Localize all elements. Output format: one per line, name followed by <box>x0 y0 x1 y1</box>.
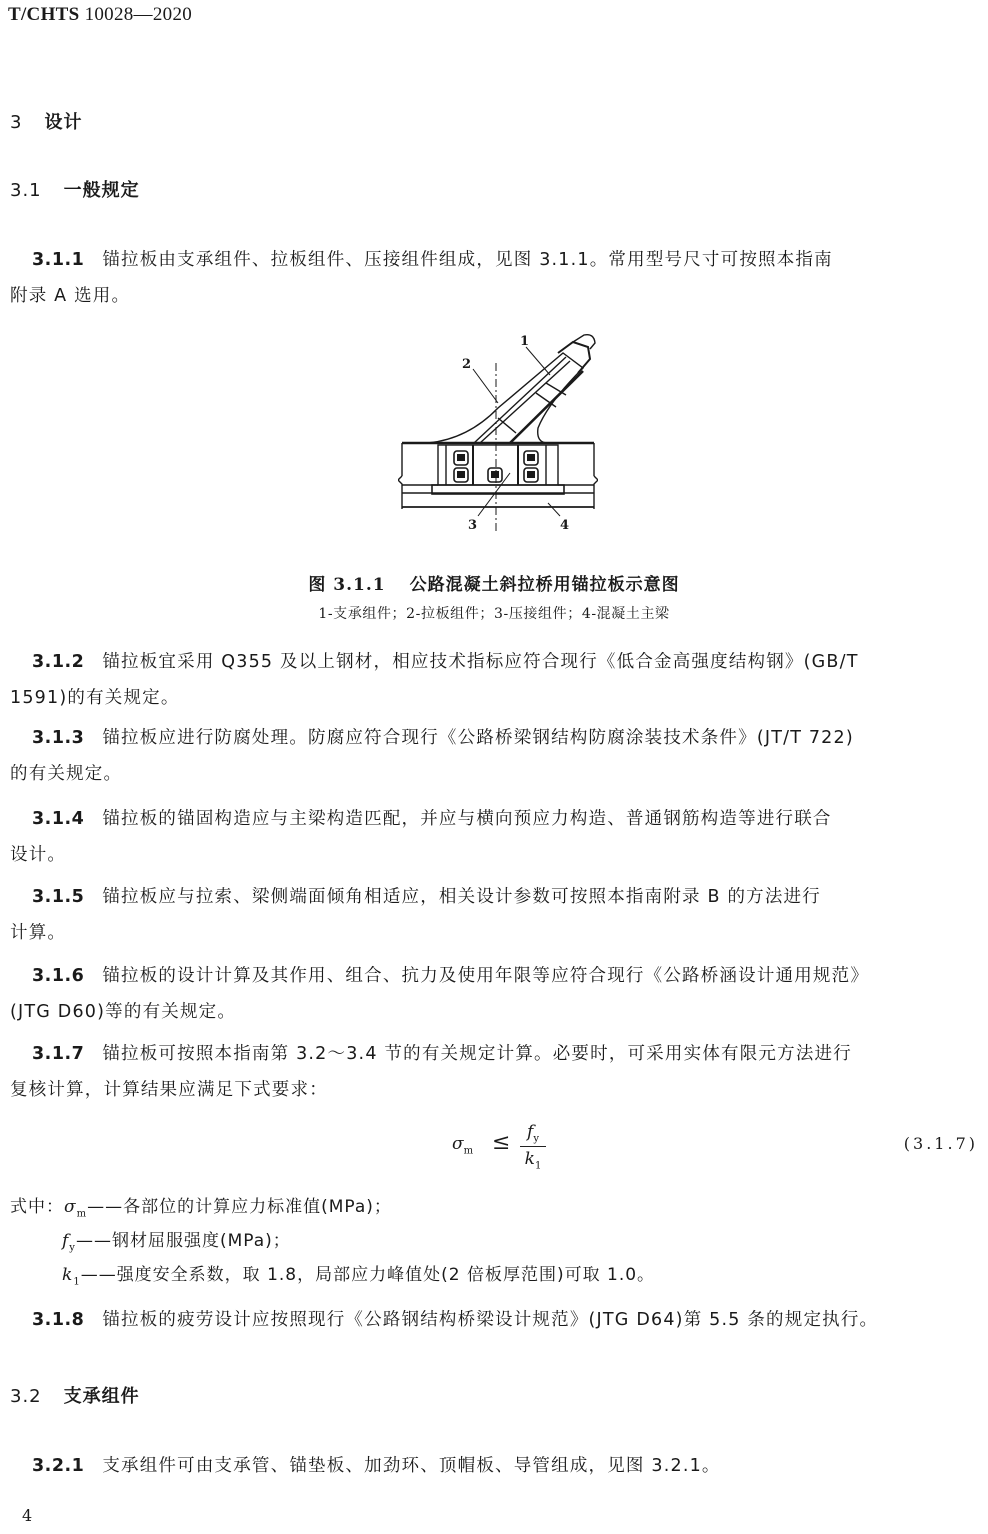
figure-caption <box>0 570 988 595</box>
section-heading-3-2 <box>10 1382 140 1408</box>
clause-text: 锚拉板由支承组件、拉板组件、压接组件组成，见图 3.1.1。常用型号尺寸可按照本指南 <box>102 250 833 270</box>
clause-number: 3.1.4 <box>32 809 85 829</box>
figure-title: 公路混凝土斜拉桥用锚拉板示意图 <box>409 575 680 595</box>
clause-number: 3.1.8 <box>32 1310 85 1330</box>
standard-prefix: T/CHTS <box>8 4 80 25</box>
clause-text-cont: 附录 A 选用。 <box>10 286 131 306</box>
clause-text-cont: (JTG D60)等的有关规定。 <box>10 1002 237 1022</box>
figure-legend: 1-支承组件；2-拉板组件；3-压接组件；4-混凝土主梁 <box>318 606 670 622</box>
clause-number: 3.1.7 <box>32 1044 85 1064</box>
clause-3-1-3 <box>10 720 982 792</box>
chapter-number: 3 <box>10 112 23 133</box>
clause-text: 锚拉板应与拉索、梁侧端面倾角相适应，相关设计参数可按照本指南附录 B 的方法进行 <box>102 887 821 907</box>
callout-2: 2 <box>462 357 472 372</box>
definition: ——强度安全系数，取 1.8，局部应力峰值处(2 倍板厚范围)可取 1.0。 <box>80 1265 656 1285</box>
where-item-k1 <box>62 1258 655 1299</box>
section-number: 3.1 <box>10 180 42 201</box>
symbol: $f_y$ <box>62 1231 76 1254</box>
callout-4: 4 <box>560 518 570 533</box>
callout-1: 1 <box>520 334 530 349</box>
anchor-plate-diagram <box>398 333 598 541</box>
formula-fraction <box>520 1122 546 1172</box>
section-title: 一般规定 <box>63 180 140 201</box>
formula-lhs: $\sigma_m$ <box>452 1134 474 1157</box>
definition: ——钢材屈服强度(MPa)； <box>75 1231 291 1251</box>
callout-3: 3 <box>468 518 478 533</box>
clause-3-1-2 <box>10 644 982 716</box>
clause-3-1-5 <box>10 879 982 951</box>
anchor-plate-drawing-icon <box>398 333 598 541</box>
clause-3-1-7 <box>10 1036 982 1108</box>
clause-text: 锚拉板的疲劳设计应按照现行《公路钢结构桥梁设计规范》(JTG D64)第 5.5 条的规定执行。 <box>102 1310 879 1330</box>
clause-number: 3.1.1 <box>32 250 85 270</box>
clause-text: 锚拉板可按照本指南第 3.2～3.4 节的有关规定计算。必要时，可采用实体有限元方法进行 <box>102 1044 852 1064</box>
clause-number: 3.1.5 <box>32 887 85 907</box>
clause-number: 3.1.2 <box>32 652 85 672</box>
where-intro: 式中： <box>10 1197 64 1217</box>
clause-number: 3.2.1 <box>32 1456 85 1476</box>
clause-3-2-1 <box>10 1448 982 1484</box>
clause-text: 锚拉板的锚固构造应与主梁构造匹配，并应与横向预应力构造、普通钢筋构造等进行联合 <box>102 809 832 829</box>
clause-3-1-4 <box>10 801 982 873</box>
formula-denominator: $k_1$ <box>524 1149 542 1172</box>
clause-text-cont: 的有关规定。 <box>10 764 123 784</box>
clause-number: 3.1.3 <box>32 728 85 748</box>
figure-number: 图 3.1.1 <box>308 575 386 595</box>
section-title: 支承组件 <box>63 1386 140 1407</box>
clause-text-cont: 设计。 <box>10 845 67 865</box>
definition: ——各部位的计算应力标准值(MPa)； <box>87 1197 392 1217</box>
clause-text-cont: 1591)的有关规定。 <box>10 688 180 708</box>
formula-operator: ≤ <box>492 1130 511 1155</box>
clause-text: 锚拉板的设计计算及其作用、组合、抗力及使用年限等应符合现行《公路桥涵设计通用规范》 <box>102 966 870 986</box>
standard-number: 10028—2020 <box>84 4 193 25</box>
clause-text-cont: 复核计算，计算结果应满足下式要求： <box>10 1080 328 1100</box>
symbol: $\sigma_m$ <box>64 1197 88 1220</box>
equation-number: (3.1.7) <box>903 1134 978 1153</box>
clause-text: 锚拉板应进行防腐处理。防腐应符合现行《公路桥梁钢结构防腐涂装技术条件》(JT/T 722) <box>102 728 854 748</box>
clause-3-1-6 <box>10 958 982 1030</box>
formula-numerator: $f_y$ <box>527 1122 539 1145</box>
clause-text: 锚拉板宜采用 Q355 及以上钢材，相应技术指标应符合现行《低合金高强度结构钢》(GB/T <box>102 652 859 672</box>
clause-3-1-1 <box>10 242 982 314</box>
symbol: $k_1$ <box>62 1265 81 1288</box>
clause-number: 3.1.6 <box>32 966 85 986</box>
clause-3-1-8 <box>10 1302 982 1338</box>
standard-code <box>8 4 192 26</box>
chapter-title: 设计 <box>44 112 83 133</box>
section-heading-3-1 <box>10 176 140 202</box>
page-number: 4 <box>22 1506 33 1525</box>
clause-text: 支承组件可由支承管、锚垫板、加劲环、顶帽板、导管组成，见图 3.2.1。 <box>102 1456 721 1476</box>
chapter-heading <box>10 108 82 134</box>
clause-text-cont: 计算。 <box>10 923 67 943</box>
section-number: 3.2 <box>10 1386 42 1407</box>
